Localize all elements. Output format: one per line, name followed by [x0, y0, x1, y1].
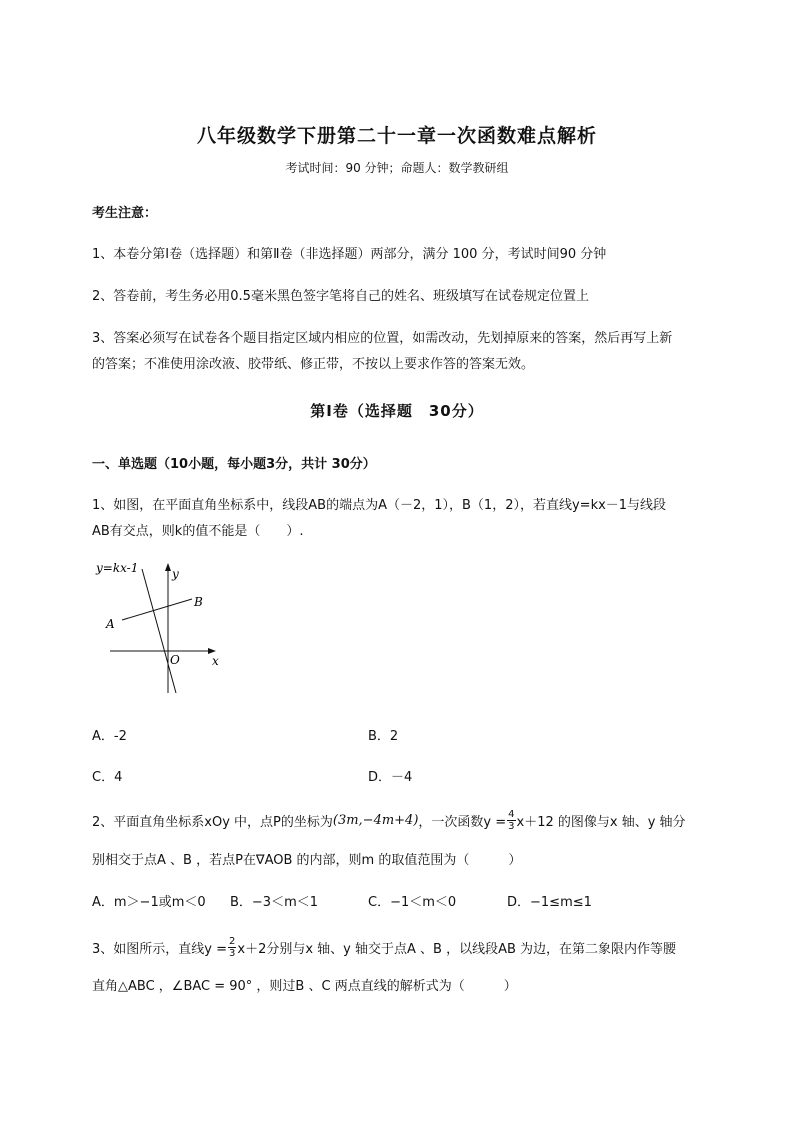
point-b-label: B [194, 595, 203, 609]
q2-fraction-numerator: 4 [508, 809, 515, 820]
q3-fraction-denominator: 3 [229, 948, 236, 959]
part-heading: 一、单选题（10小题，每小题3分，共计 30分） [92, 457, 376, 472]
q1-stem-line-1: 1、如图，在平面直角坐标系中，线段AB的端点为A（－2，1），B（1，2），若直线y=kx－1与线段 [92, 498, 667, 513]
q2-fraction-denominator: 3 [508, 821, 515, 832]
x-axis-label: x [212, 654, 219, 668]
y-axis-arrow-icon [165, 563, 171, 571]
q3-stem-line-2: 直角△ABC ，∠BAC = 90° ，则过B 、C 两点直线的解析式为（ ） [92, 979, 517, 994]
q3-text-b: x＋2分别与x 轴、y 轴交于点A 、B ，以线段AB 为边，在第二象限内作等腰 [237, 942, 677, 957]
notice-item-1: 1、本卷分第Ⅰ卷（选择题）和第Ⅱ卷（非选择题）两部分，满分 100 分，考试时间90 分钟 [92, 247, 607, 262]
segment-ab [122, 599, 192, 620]
q2-text-b: ，一次函数y = [418, 815, 507, 830]
q2-option-d[interactable]: D．−1≤m≤1 [507, 895, 592, 910]
q3-fraction-numerator: 2 [229, 936, 236, 947]
q2-fraction [507, 809, 515, 832]
q2-point-coordinates: (3m,−4m+4) [332, 813, 419, 828]
q1-option-a[interactable]: A．-2 [92, 729, 127, 744]
q2-option-b[interactable]: B．−3＜m＜1 [230, 895, 319, 910]
q2-option-a[interactable]: A．m＞−1或m＜0 [92, 895, 206, 910]
q3-text-a: 3、如图所示，直线y = [92, 942, 227, 957]
q1-option-d[interactable]: D．－4 [368, 770, 413, 785]
notice-item-3-line-2: 的答案；不准使用涂改液、胶带纸、修正带，不按以上要求作答的答案无效。 [92, 357, 535, 372]
line-label: y=kx-1 [96, 561, 139, 575]
q2-text-c: x＋12 的图像与x 轴、y 轴分 [516, 815, 686, 830]
page-title: 八年级数学下册第二十一章一次函数难点解析 [196, 125, 597, 147]
q1-stem-line-2: AB有交点，则k的值不能是（ ）. [92, 524, 304, 539]
q3-fraction [228, 936, 236, 959]
q2-stem-line-2: 别相交于点A 、B ，若点P在∇AOB 的内部，则m 的取值范围为（ ） [92, 853, 522, 868]
q2-option-c[interactable]: C．−1＜m＜0 [368, 895, 457, 910]
q2-stem-line-1 [92, 809, 686, 832]
q1-option-c[interactable]: C．4 [92, 770, 123, 785]
notice-item-3-line-1: 3、答案必须写在试卷各个题目指定区域内相应的位置，如需改动，先划掉原来的答案，然后再写上新 [92, 331, 673, 346]
notice-item-2: 2、答卷前，考生务必用0.5毫米黑色签字笔将自己的姓名、班级填写在试卷规定位置上 [92, 289, 589, 304]
q1-coordinate-figure [92, 555, 232, 705]
notice-heading: 考生注意： [92, 206, 158, 221]
q1-option-b[interactable]: B．2 [368, 729, 399, 744]
origin-label: O [170, 653, 180, 667]
section-title: 第Ⅰ卷（选择题 30分） [310, 402, 484, 420]
exam-info: 考试时间：90 分钟；命题人：数学教研组 [285, 161, 509, 175]
line-kx-minus-1 [142, 569, 176, 693]
q3-stem-line-1 [92, 936, 676, 959]
y-axis-label: y [172, 567, 179, 581]
point-a-label: A [106, 617, 115, 631]
q2-text-a: 2、平面直角坐标系xOy 中，点P的坐标为 [92, 815, 333, 830]
